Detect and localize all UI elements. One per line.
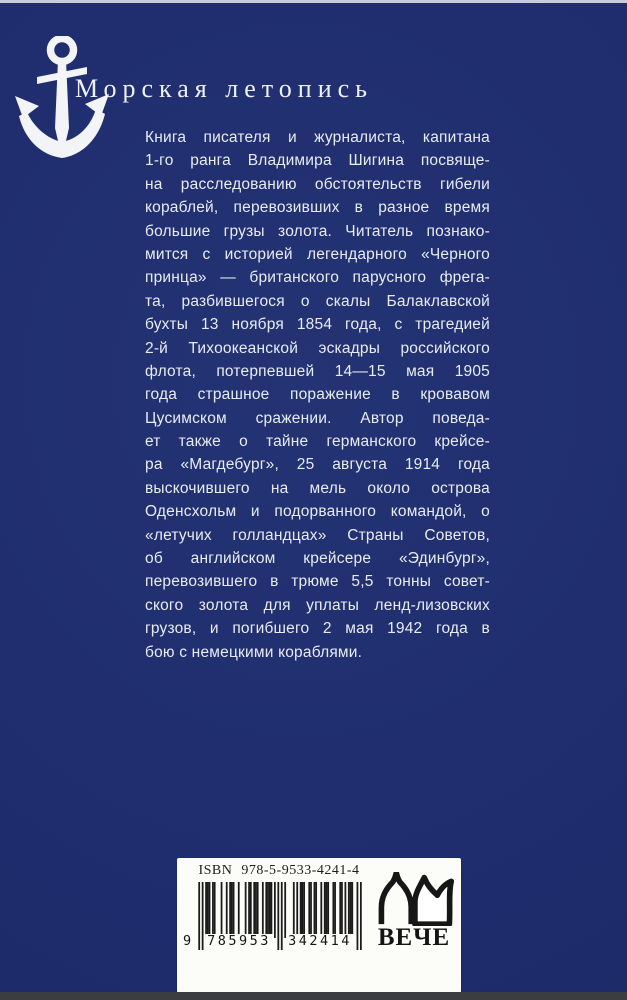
isbn-label — [189, 863, 369, 879]
annotation-line: флота, потерпевшей 14—15 мая 1905 — [145, 362, 490, 380]
isbn-panel — [177, 858, 461, 993]
series-title: Морская летопись — [75, 74, 374, 103]
barcode-digits-left: 785953 — [207, 933, 271, 949]
barcode-digits-right: 342414 — [288, 933, 352, 949]
annotation-line: года страшное поражение в кровавом — [145, 386, 490, 404]
scan-bottom-edge — [0, 992, 627, 1000]
barcode-digit-first: 9 — [183, 933, 194, 949]
annotation-line: ет также о тайне германского крейсе- — [145, 433, 490, 451]
annotation-line: «летучих голландцах» Страны Советов, — [145, 526, 490, 544]
annotation-line: ра «Магдебург», 25 августа 1914 года — [145, 456, 490, 474]
annotation-line: 2-й Тихоокеанской эскадры российского — [145, 339, 490, 357]
annotation-line: Оденсхольм и подорванного командой, о — [145, 503, 490, 521]
annotation-line: бою с немецкими кораблями. — [145, 643, 363, 661]
isbn-number: 978-5-9533-4241-4 — [241, 863, 360, 878]
publisher-logo — [372, 872, 456, 950]
annotation-line: об английском крейсере «Эдинбург», — [145, 550, 490, 568]
annotation-line: ского золота для уплаты ленд-лизовских — [145, 596, 490, 614]
annotation-line: 1-го ранга Владимира Шигина посвяще- — [145, 152, 490, 170]
annotation-line: Цусимском сражении. Автор поведа- — [145, 409, 490, 427]
scan-top-edge — [0, 0, 627, 3]
annotation-line: принца» — британского парусного фрега- — [145, 269, 490, 287]
annotation-line: перевозившего в трюме 5,5 тонны совет- — [145, 573, 490, 591]
annotation-line: бухты 13 ноября 1854 года, с трагедией — [145, 316, 490, 334]
publisher-name: ВЕЧЕ — [377, 924, 451, 951]
veche-dome-logo-icon — [372, 872, 456, 926]
annotation-line: выскочившего на мель около острова — [145, 479, 490, 497]
annotation-line: мится с историей легендарного «Черного — [145, 245, 490, 263]
annotation-line: грузов, и погибшего 2 мая 1942 года в — [145, 620, 490, 638]
annotation-text — [145, 126, 490, 664]
annotation-line: Книга писателя и журналиста, капитана — [145, 129, 490, 146]
annotation-line: на расследованию обстоятельств гибели — [145, 175, 490, 193]
isbn-prefix: ISBN — [198, 863, 233, 878]
annotation-line: та, разбившегося о скалы Балаклавской — [145, 292, 490, 310]
annotation-line: кораблей, перевозивших в разное время — [145, 199, 490, 217]
annotation-line: большие грузы золота. Читатель познако- — [145, 222, 490, 240]
